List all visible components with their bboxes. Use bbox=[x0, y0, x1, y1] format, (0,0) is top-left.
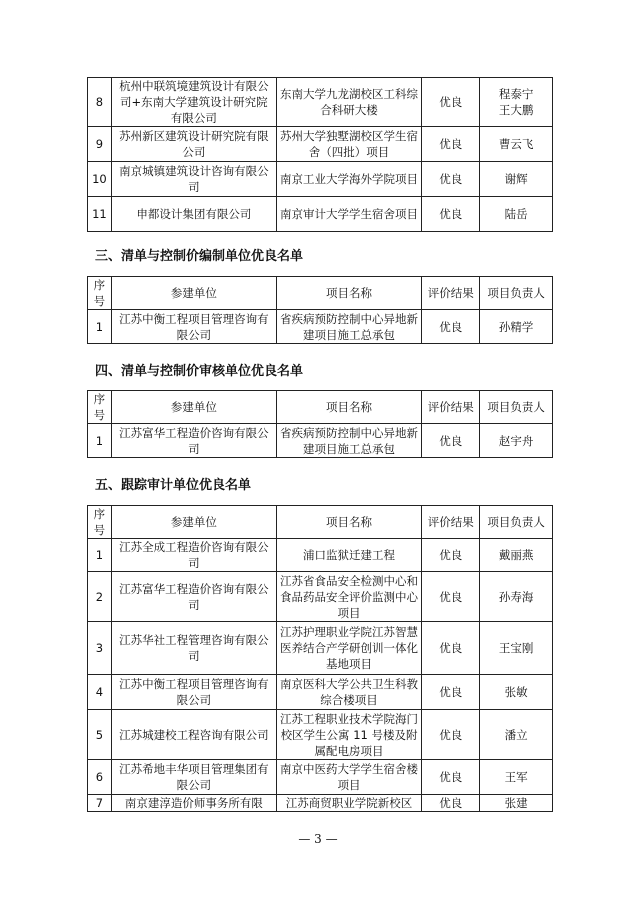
table-header-row bbox=[88, 506, 553, 539]
cell-no: 1 bbox=[88, 424, 112, 458]
cell-unit: 申都设计集团有限公司 bbox=[111, 197, 276, 232]
cell-lead: 张建 bbox=[480, 795, 553, 812]
cell-lead: 潘立 bbox=[480, 710, 553, 760]
header-unit: 参建单位 bbox=[111, 277, 276, 310]
cell-lead: 王宝刚 bbox=[480, 622, 553, 675]
header-result: 评价结果 bbox=[422, 506, 480, 539]
cell-result: 优良 bbox=[422, 539, 480, 572]
cell-unit: 江苏华社工程管理咨询有限公司 bbox=[111, 622, 276, 675]
design-units-table bbox=[87, 77, 553, 232]
header-unit: 参建单位 bbox=[111, 391, 276, 424]
table-row bbox=[88, 424, 553, 458]
cell-unit: 江苏希地丰华项目管理集团有限公司 bbox=[111, 760, 276, 795]
cell-result: 优良 bbox=[422, 310, 480, 344]
cell-unit: 江苏富华工程造价咨询有限公司 bbox=[111, 424, 276, 458]
bill-review-table bbox=[87, 390, 553, 458]
cell-project: 南京工业大学海外学院项目 bbox=[276, 162, 421, 197]
cell-no: 1 bbox=[88, 539, 112, 572]
cell-result: 优良 bbox=[422, 424, 480, 458]
header-result: 评价结果 bbox=[422, 277, 480, 310]
cell-lead: 陆岳 bbox=[480, 197, 553, 232]
cell-lead: 孙精学 bbox=[480, 310, 553, 344]
header-no: 序号 bbox=[88, 277, 112, 310]
table-header-row bbox=[88, 391, 553, 424]
cell-no: 1 bbox=[88, 310, 112, 344]
page-number: — 3 — bbox=[298, 832, 338, 846]
cell-unit: 江苏中衡工程项目管理咨询有限公司 bbox=[111, 675, 276, 710]
header-lead: 项目负责人 bbox=[480, 506, 553, 539]
cell-unit: 江苏富华工程造价咨询有限公司 bbox=[111, 572, 276, 622]
cell-lead: 孙寿海 bbox=[480, 572, 553, 622]
cell-result: 优良 bbox=[422, 622, 480, 675]
cell-result: 优良 bbox=[422, 675, 480, 710]
cell-project: 苏州大学独墅湖校区学生宿舍（四批）项目 bbox=[276, 127, 421, 162]
cell-result: 优良 bbox=[422, 197, 480, 232]
header-project: 项目名称 bbox=[276, 506, 421, 539]
cell-no: 4 bbox=[88, 675, 112, 710]
cell-no: 6 bbox=[88, 760, 112, 795]
cell-no: 7 bbox=[88, 795, 112, 812]
cell-no: 2 bbox=[88, 572, 112, 622]
cell-project: 省疾病预防控制中心异地新建项目施工总承包 bbox=[276, 310, 421, 344]
cell-no: 5 bbox=[88, 710, 112, 760]
cell-project: 江苏护理职业学院江苏智慧医养结合产学研创训一体化基地项目 bbox=[276, 622, 421, 675]
cell-result: 优良 bbox=[422, 572, 480, 622]
table-row bbox=[88, 675, 553, 710]
cell-lead: 程泰宁 王大鹏 bbox=[480, 78, 553, 127]
cell-unit: 江苏中衡工程项目管理咨询有限公司 bbox=[111, 310, 276, 344]
cell-no: 9 bbox=[88, 127, 112, 162]
cell-project: 江苏省食品安全检测中心和食品药品安全评价监测中心项目 bbox=[276, 572, 421, 622]
header-project: 项目名称 bbox=[276, 391, 421, 424]
table-row bbox=[88, 539, 553, 572]
cell-no: 11 bbox=[88, 197, 112, 232]
cell-lead: 戴丽燕 bbox=[480, 539, 553, 572]
cell-unit: 南京城镇建筑设计咨询有限公司 bbox=[111, 162, 276, 197]
section-5-title: 五、跟踪审计单位优良名单 bbox=[95, 478, 252, 493]
cell-unit: 江苏城建校工程咨询有限公司 bbox=[111, 710, 276, 760]
header-no: 序号 bbox=[88, 506, 112, 539]
table-row bbox=[88, 197, 553, 232]
cell-result: 优良 bbox=[422, 127, 480, 162]
cell-project: 南京医科大学公共卫生科教综合楼项目 bbox=[276, 675, 421, 710]
table-header-row bbox=[88, 277, 553, 310]
table-row bbox=[88, 760, 553, 795]
cell-result: 优良 bbox=[422, 710, 480, 760]
header-no: 序号 bbox=[88, 391, 112, 424]
cell-result: 优良 bbox=[422, 760, 480, 795]
cell-project: 浦口监狱迁建工程 bbox=[276, 539, 421, 572]
header-project: 项目名称 bbox=[276, 277, 421, 310]
cell-result: 优良 bbox=[422, 795, 480, 812]
section-4-title: 四、清单与控制价审核单位优良名单 bbox=[95, 364, 304, 379]
cell-project: 江苏商贸职业学院新校区 bbox=[276, 795, 421, 812]
cell-result: 优良 bbox=[422, 78, 480, 127]
cell-no: 8 bbox=[88, 78, 112, 127]
header-result: 评价结果 bbox=[422, 391, 480, 424]
cell-unit: 苏州新区建筑设计研究院有限公司 bbox=[111, 127, 276, 162]
table-row bbox=[88, 78, 553, 127]
cell-lead: 赵宇舟 bbox=[480, 424, 553, 458]
cell-no: 3 bbox=[88, 622, 112, 675]
table-row bbox=[88, 162, 553, 197]
table-row bbox=[88, 310, 553, 344]
cell-project: 东南大学九龙湖校区工科综合科研大楼 bbox=[276, 78, 421, 127]
cell-result: 优良 bbox=[422, 162, 480, 197]
cell-project: 省疾病预防控制中心异地新建项目施工总承包 bbox=[276, 424, 421, 458]
header-lead: 项目负责人 bbox=[480, 277, 553, 310]
table-row bbox=[88, 710, 553, 760]
cell-project: 南京审计大学学生宿舍项目 bbox=[276, 197, 421, 232]
header-lead: 项目负责人 bbox=[480, 391, 553, 424]
cell-lead: 王军 bbox=[480, 760, 553, 795]
cell-unit: 江苏全成工程造价咨询有限公司 bbox=[111, 539, 276, 572]
cell-lead: 曹云飞 bbox=[480, 127, 553, 162]
tracking-audit-table bbox=[87, 505, 553, 812]
table-row bbox=[88, 622, 553, 675]
cell-unit: 杭州中联筑境建筑设计有限公司+东南大学建筑设计研究院有限公司 bbox=[111, 78, 276, 127]
bill-compile-table bbox=[87, 276, 553, 344]
cell-unit: 南京建淳造价师事务所有限 bbox=[111, 795, 276, 812]
cell-project: 江苏工程职业技术学院海门校区学生公寓 11 号楼及附属配电房项目 bbox=[276, 710, 421, 760]
table-row bbox=[88, 795, 553, 812]
cell-lead: 谢辉 bbox=[480, 162, 553, 197]
header-unit: 参建单位 bbox=[111, 506, 276, 539]
cell-lead: 张敏 bbox=[480, 675, 553, 710]
cell-no: 10 bbox=[88, 162, 112, 197]
table-row bbox=[88, 127, 553, 162]
table-row bbox=[88, 572, 553, 622]
section-3-title: 三、清单与控制价编制单位优良名单 bbox=[95, 249, 304, 264]
cell-project: 南京中医药大学学生宿舍楼项目 bbox=[276, 760, 421, 795]
